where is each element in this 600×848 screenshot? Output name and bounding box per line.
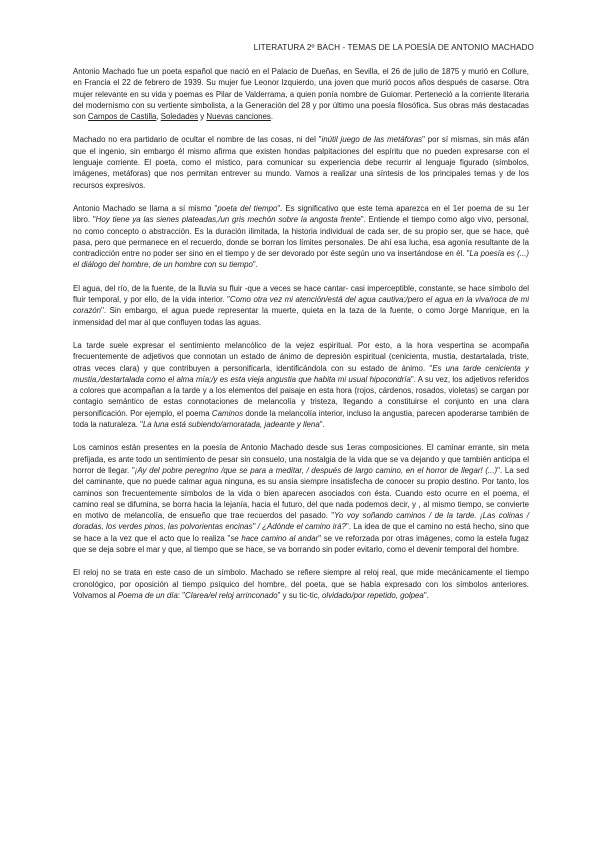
text-run: ". Entiende el tiempo como algo vivo, personal, no como concepto o abstracción. Es la duración ilimitada, la historia individual de cada ser, de su propio ser, que se hace, qué pasa, pero que permanece en el recuerdo, donde se borran los límites personales. De ahí esa lucha, esa agonía resultante de la contradicción entre no poder ser sino en el tiempo y de ser devorado por éste según uno va insertándose en él. " <box>73 215 529 259</box>
paragraph-water <box>73 283 529 328</box>
text-run: " y su tic-tic, <box>277 590 323 600</box>
work-title-nuevas-canciones: Nuevas canciones <box>206 112 271 122</box>
text-run: , <box>156 112 161 122</box>
text-run: Antonio Machado se llama a sí mismo " <box>73 203 218 213</box>
text-run: ". <box>319 420 325 430</box>
text-run: Los caminos están presentes en la poesía de Antonio Machado desde sus 1eras composiciones. El caminar errante, sin meta prefijada, es ante todo un sentimiento de pesar sin consuelo, una nostalgia de la vida que se va dejando y que también anticipa el horror de llegar. " <box>73 443 529 475</box>
work-title-campos-de-castilla: Campos de Castilla <box>87 112 157 122</box>
text-run: ". La sed del caminante, que no puede calmar agua ninguna, es su ansia siempre insatisfecha de conocer su propio destino. Por tanto, los caminos son frecuentemente símbolos de la vida o bien aparecen asociados con ésta. Cuando esto ocurre en el poema, el camino real se difumina, se borra hacia la lejanía, hacia el futuro, del que nada podemos decir, y , al mismo tiempo, se convierte en motivo de melancolía, de ensueño que trae recuerdos del pasado. " <box>73 465 529 521</box>
quote: Hoy tiene ya las sienes plateadas,/un gris mechón sobre la angosta frente <box>95 215 361 225</box>
text-run: " se ve reforzada por otras imágenes, como la estela fugaz que se deja sobre el mar y que, al tiempo que se hace, se va borrando sin poder evitarlo, como el devenir temporal del hombre. <box>73 533 529 554</box>
quote: Clarea/el reloj arrinconado <box>185 590 278 600</box>
quote: Yo voy soñando caminos / de la tarde. ¡Las colinas / doradas, los verdes pinos, las polvorientas encinas" / ¿Adónde el camino irá? <box>73 511 529 532</box>
text-run: ". Sin embargo, el agua puede representar la muerte, quieta en la taza de la fuente, o como Jorge Manrique, en la inmensidad del mar al que confluyen todas las aguas. <box>73 306 529 327</box>
quote: La luna está subiendo/amoratada, jadeante y llena <box>142 420 320 430</box>
quote: inútil juego de las metáforas <box>321 135 423 145</box>
document-body <box>73 66 529 613</box>
text-run: ". Es significativo que este tema aparezca en el 1er poema de su 1er libro. " <box>73 203 529 225</box>
text-run: El agua, del río, de la fuente, de la lluvia su fluir -que a veces se hace cantar- casi imperceptible, constante, se hace símbolo del fluir temporal, y por ello, de la vida interior. " <box>73 283 529 305</box>
paragraph-evening <box>73 340 529 430</box>
text-run: Antonio Machado fue un poeta español que nació en el Palacio de Dueñas, en Sevilla, el 26 de julio de 1875 y murió en Collure, en Francia el 22 de febrero de 1939. Su mujer fue Leonor Izquierdo, una joven que murió pocos años después de casarse. Otra mujer relevante en su vida y poemas es Pilar de Valderrama, a quien ponía nombre de Guiomar. Perteneció a la corriente literaria del modernismo con su vertiente simbolista, a la Generación del 28 y por último una poesía filosófica. Sus obras más destacadas son <box>73 67 529 122</box>
page-header: LITERATURA 2º BACH - TEMAS DE LA POESÍA DE ANTONIO MACHADO <box>253 43 534 52</box>
text-run: El reloj no se trata en este caso de un símbolo. Machado se refiere siempre al reloj real, que mide mecánicamente el tiempo cronológico, por oposición al tiempo psíquico del hombre, del poeta, que se había expresado con los símbolos anteriores. Volvamos al <box>73 568 529 600</box>
quote: ¡Ay del pobre peregrino /que se para a meditar, / después de largo camino, en el horror de llegar! (...) <box>134 465 498 475</box>
text-run: : " <box>177 590 186 600</box>
text-run: . <box>270 112 274 122</box>
text-run: ". La idea de que el camino no está hecho, sino que se hace a la vez que el acto que lo realiza " <box>73 522 529 543</box>
work-title-soledades: Soledades <box>160 112 199 122</box>
text-run: ". A su vez, los adjetivos referidos a colores que acompañan a la tarde y a los elementos del paisaje en esta hora (rojos, cárdenos, rosados, violetas) se cargan por contagio semántico de estas connotaciones de melancolía y tristeza, llegando a constituirse el conjunto en una clara personificación. Por ejemplo, el poema <box>73 374 529 418</box>
text-run: donde la melancolía interior, incluso la angustia, parecen apoderarse también de toda la naturaleza. " <box>73 408 529 430</box>
text-run: La tarde suele expresar el sentimiento melancólico de la vejez espiritual. Por esto, a la hora vespertina se acompaña frecuentemente de adjetivos que connotan un estado de ánimo de depresión espiritual (cenicienta, mustia, destartalada, triste, otras veces clara) y que contribuyen a personificarla, identificándola con su estado de ánimo. " <box>73 340 529 373</box>
quote: Es una tarde cenicienta y mustia,/destartalada como el alma mía;/y es esta vieja angustia que habita mi usual hipocondría <box>73 363 529 384</box>
paragraph-clock <box>73 567 529 601</box>
quote: Poema de un día <box>117 590 178 600</box>
paragraph-paths <box>73 442 529 555</box>
quote: Como otra vez mi atención/está del agua cautiva;/pero el agua en la viva/roca de mi corazón <box>73 295 530 316</box>
text-run: ". <box>423 590 429 600</box>
quote: se hace camino al andar <box>230 533 319 543</box>
paragraph-metaphors <box>73 134 529 190</box>
paragraph-biography <box>73 66 529 122</box>
text-run: Machado no era partidario de ocultar el nombre de las cosas, ni del " <box>73 135 322 145</box>
quote: La poesía es (...) el diálogo del hombre, de un hombre con su tiempo <box>73 249 529 270</box>
paragraph-time <box>73 203 529 271</box>
quote: Caminos <box>211 408 244 418</box>
text-run: y <box>198 112 207 122</box>
text-run: ". <box>252 260 258 270</box>
quote: olvidado/por repetido, golpea <box>322 590 424 600</box>
text-run: " por sí mismas, sin más afán que el ingenio, sin embargo él mismo afirma que existen hondas palpitaciones del espíritu que no pueden expresarse con el lenguaje corriente. El poeta, como el místico, para comunicar su experiencia debe recurrir al lenguaje figurado (símbolos, imágenes, metáforas) que nos permitan entrever su mundo. Vamos a realizar una síntesis de los principales temas y de los recursos expresivos. <box>73 135 529 190</box>
quote: poeta del tiempo <box>217 203 278 213</box>
